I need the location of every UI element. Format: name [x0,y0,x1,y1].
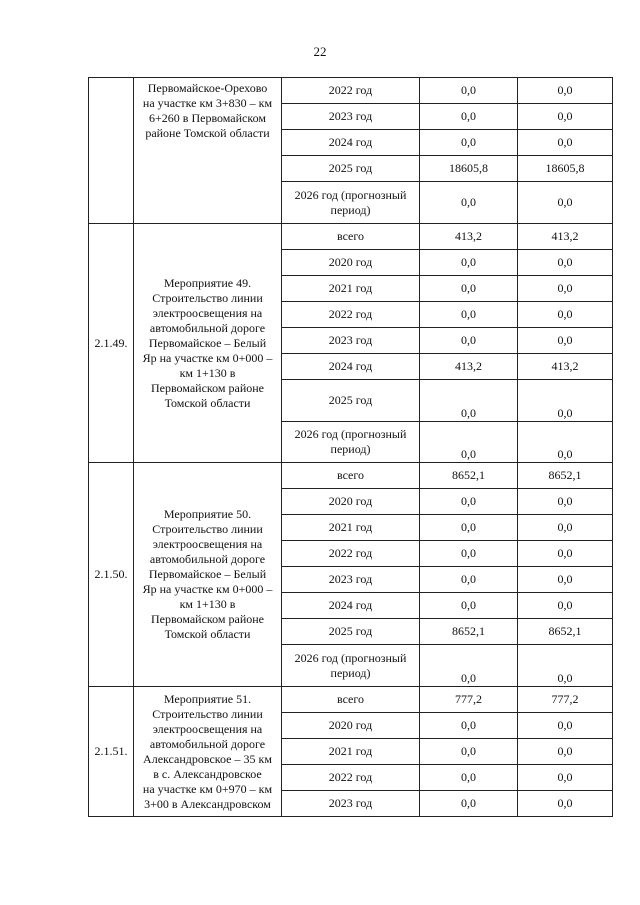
period-cell: 2023 год [282,328,420,354]
value-cell: 0,0 [420,302,518,328]
item-number: 2.1.51. [89,687,134,817]
item-description: Мероприятие 51. Строительство линии электроосвещения на автомобильной дороге Александровское – 35 км в с. Александровское на участке км 0+970 – км 3+00 в Александровском [134,687,282,817]
table-row [89,463,613,489]
period-cell: всего [282,463,420,489]
value-cell: 0,0 [518,593,613,619]
period-cell: 2025 год [282,156,420,182]
value-cell: 0,0 [420,713,518,739]
period-cell: 2021 год [282,739,420,765]
value-cell: 0,0 [518,567,613,593]
item-number: 2.1.49. [89,224,134,463]
value-cell: 8652,1 [420,463,518,489]
value-cell: 0,0 [420,130,518,156]
period-cell: 2024 год [282,354,420,380]
item-number [89,78,134,224]
value-cell: 0,0 [518,541,613,567]
value-cell: 0,0 [518,328,613,354]
budget-table [88,77,613,817]
period-cell: 2025 год [282,380,420,422]
value-cell: 0,0 [420,182,518,224]
period-cell: всего [282,687,420,713]
period-cell: 2021 год [282,515,420,541]
value-cell: 0,0 [518,276,613,302]
period-cell: 2023 год [282,104,420,130]
value-cell: 0,0 [518,130,613,156]
period-cell: 2026 год (прогнозный период) [282,645,420,687]
value-cell: 0,0 [420,489,518,515]
value-cell: 413,2 [518,224,613,250]
value-cell: 0,0 [420,739,518,765]
value-cell: 0,0 [420,645,518,687]
period-cell: 2022 год [282,78,420,104]
period-cell: 2020 год [282,250,420,276]
value-cell: 0,0 [518,302,613,328]
period-cell: 2022 год [282,765,420,791]
value-cell: 0,0 [420,276,518,302]
value-cell: 8652,1 [518,463,613,489]
item-description: Первомайское-Орехово на участке км 3+830 – км 6+260 в Первомайском районе Томской области [134,78,282,224]
value-cell: 0,0 [518,791,613,817]
value-cell: 0,0 [518,182,613,224]
period-cell: 2025 год [282,619,420,645]
value-cell: 0,0 [420,541,518,567]
value-cell: 0,0 [518,765,613,791]
table-row [89,224,613,250]
value-cell: 0,0 [518,739,613,765]
value-cell: 413,2 [420,224,518,250]
period-cell: 2020 год [282,489,420,515]
value-cell: 0,0 [518,104,613,130]
value-cell: 0,0 [518,380,613,422]
period-cell: 2022 год [282,302,420,328]
value-cell: 0,0 [420,765,518,791]
period-cell: 2026 год (прогнозный период) [282,422,420,463]
period-cell: всего [282,224,420,250]
value-cell: 0,0 [518,78,613,104]
value-cell: 18605,8 [518,156,613,182]
value-cell: 413,2 [518,354,613,380]
value-cell: 0,0 [420,515,518,541]
value-cell: 413,2 [420,354,518,380]
page-number: 22 [313,44,327,59]
period-cell: 2022 год [282,541,420,567]
item-description: Мероприятие 49. Строительство линии электроосвещения на автомобильной дороге Первомайское – Белый Яр на участке км 0+000 – км 1+130 в Первомайском районе Томской области [134,224,282,463]
value-cell: 0,0 [420,78,518,104]
period-cell: 2023 год [282,791,420,817]
period-cell: 2020 год [282,713,420,739]
period-cell: 2021 год [282,276,420,302]
value-cell: 0,0 [420,328,518,354]
value-cell: 8652,1 [518,619,613,645]
item-number: 2.1.50. [89,463,134,687]
value-cell: 0,0 [420,567,518,593]
value-cell: 0,0 [518,489,613,515]
table-row [89,78,613,104]
value-cell: 0,0 [518,515,613,541]
period-cell: 2026 год (прогнозный период) [282,182,420,224]
value-cell: 0,0 [420,380,518,422]
item-description: Мероприятие 50. Строительство линии электроосвещения на автомобильной дороге Первомайское – Белый Яр на участке км 0+000 – км 1+130 в Первомайском районе Томской области [134,463,282,687]
value-cell: 0,0 [518,422,613,463]
period-cell: 2024 год [282,130,420,156]
value-cell: 0,0 [420,250,518,276]
value-cell: 0,0 [518,713,613,739]
value-cell: 18605,8 [420,156,518,182]
period-cell: 2024 год [282,593,420,619]
value-cell: 0,0 [420,422,518,463]
value-cell: 777,2 [420,687,518,713]
value-cell: 8652,1 [420,619,518,645]
value-cell: 0,0 [420,104,518,130]
period-cell: 2023 год [282,567,420,593]
value-cell: 0,0 [420,593,518,619]
value-cell: 0,0 [518,250,613,276]
value-cell: 0,0 [420,791,518,817]
table-row [89,687,613,713]
value-cell: 0,0 [518,645,613,687]
value-cell: 777,2 [518,687,613,713]
